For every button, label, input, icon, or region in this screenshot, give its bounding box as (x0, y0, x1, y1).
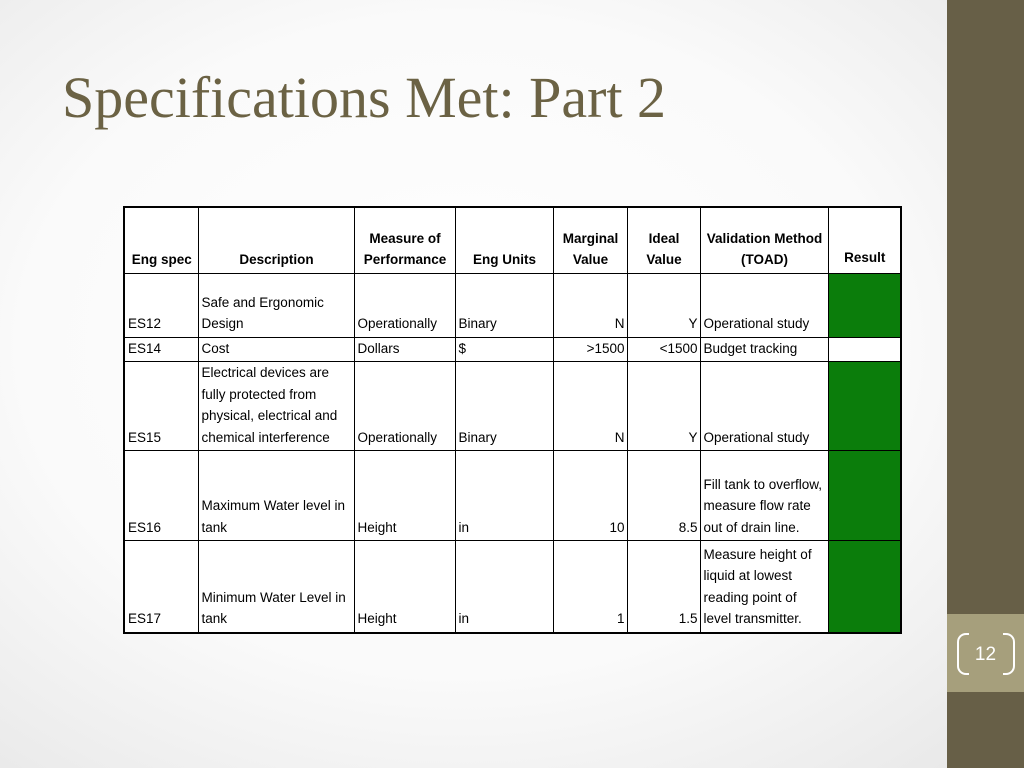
cell-result (828, 451, 901, 541)
cell-marginal: N (553, 273, 627, 337)
cell-description: Minimum Water Level in tank (198, 541, 354, 633)
cell-ideal: 1.5 (627, 541, 700, 633)
cell-validation: Budget tracking (700, 337, 828, 362)
header-measure: Measure of Performance (354, 207, 455, 273)
cell-ideal: <1500 (627, 337, 700, 362)
cell-validation: Fill tank to overflow, measure flow rate out of drain line. (700, 451, 828, 541)
cell-description: Safe and Ergonomic Design (198, 273, 354, 337)
cell-spec: ES12 (124, 273, 198, 337)
cell-marginal: >1500 (553, 337, 627, 362)
header-result: Result (828, 207, 901, 273)
table-row (124, 541, 901, 633)
cell-marginal: 1 (553, 541, 627, 633)
cell-units: Binary (455, 273, 553, 337)
slide-title: Specifications Met: Part 2 (62, 65, 667, 130)
cell-result (828, 273, 901, 337)
header-validation: Validation Method (TOAD) (700, 207, 828, 273)
specifications-table (123, 206, 902, 634)
cell-measure: Height (354, 541, 455, 633)
header-marginal: Marginal Value (553, 207, 627, 273)
cell-units: Binary (455, 362, 553, 451)
table-row (124, 337, 901, 362)
cell-units: in (455, 541, 553, 633)
table-header-row (124, 207, 901, 273)
cell-ideal: Y (627, 273, 700, 337)
cell-measure: Operationally (354, 273, 455, 337)
cell-validation: Operational study (700, 273, 828, 337)
cell-marginal: N (553, 362, 627, 451)
cell-spec: ES17 (124, 541, 198, 633)
cell-description: Electrical devices are fully protected from physical, electrical and chemical interference (198, 362, 354, 451)
cell-spec: ES16 (124, 451, 198, 541)
cell-measure: Height (354, 451, 455, 541)
cell-spec: ES15 (124, 362, 198, 451)
table-row (124, 451, 901, 541)
cell-measure: Operationally (354, 362, 455, 451)
header-eng-units: Eng Units (455, 207, 553, 273)
cell-ideal: 8.5 (627, 451, 700, 541)
cell-validation: Operational study (700, 362, 828, 451)
cell-measure: Dollars (354, 337, 455, 362)
cell-units: $ (455, 337, 553, 362)
cell-spec: ES14 (124, 337, 198, 362)
page-number: 12 (974, 644, 997, 665)
table-row (124, 273, 901, 337)
cell-result (828, 362, 901, 451)
cell-result (828, 337, 901, 362)
cell-validation: Measure height of liquid at lowest reading point of level transmitter. (700, 541, 828, 633)
header-eng-spec: Eng spec (124, 207, 198, 273)
cell-marginal: 10 (553, 451, 627, 541)
cell-units: in (455, 451, 553, 541)
cell-description: Cost (198, 337, 354, 362)
cell-description: Maximum Water level in tank (198, 451, 354, 541)
header-description: Description (198, 207, 354, 273)
header-ideal: Ideal Value (627, 207, 700, 273)
cell-result (828, 541, 901, 633)
cell-ideal: Y (627, 362, 700, 451)
table-row (124, 362, 901, 451)
